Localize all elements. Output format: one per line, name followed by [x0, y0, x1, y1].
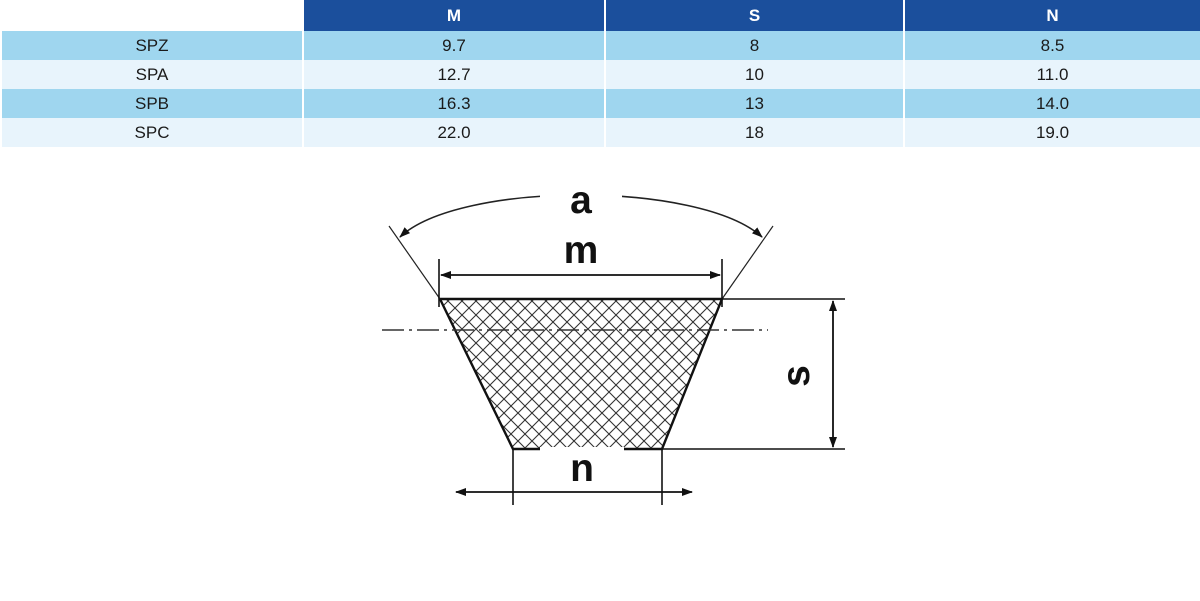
table-row: [1, 118, 1200, 147]
row-label: SPB: [1, 89, 303, 118]
cell-n: 19.0: [904, 118, 1200, 147]
row-label: SPC: [1, 118, 303, 147]
top-width-label-m: m: [563, 229, 599, 272]
top-width-dimension-m: [439, 229, 722, 307]
cell-m: 22.0: [303, 118, 605, 147]
cell-n: 11.0: [904, 60, 1200, 89]
v-belt-cross-section-figure: [0, 147, 1200, 577]
table-row: [1, 89, 1200, 118]
table-header: [1, 0, 1200, 31]
cell-s: 18: [605, 118, 904, 147]
table-header-row: [1, 0, 1200, 31]
table-header-m: M: [303, 0, 605, 31]
cell-n: 14.0: [904, 89, 1200, 118]
belt-cross-section-shape: [440, 299, 722, 449]
cell-m: 16.3: [303, 89, 605, 118]
belt-dimensions-table: [0, 0, 1200, 147]
cell-m: 12.7: [303, 60, 605, 89]
table-header-n: N: [904, 0, 1200, 31]
table-row: [1, 60, 1200, 89]
spec-table-container: [0, 0, 1200, 147]
table-body: [1, 31, 1200, 147]
table-header-s: S: [605, 0, 904, 31]
table-row: [1, 31, 1200, 60]
row-label: SPA: [1, 60, 303, 89]
cell-s: 8: [605, 31, 904, 60]
cell-s: 10: [605, 60, 904, 89]
cell-m: 9.7: [303, 31, 605, 60]
bottom-width-label-n: n: [570, 447, 594, 490]
height-label-s: s: [775, 365, 818, 387]
table-header-blank: [1, 0, 303, 31]
cell-s: 13: [605, 89, 904, 118]
angle-label-a: a: [570, 179, 592, 222]
row-label: SPZ: [1, 31, 303, 60]
bottom-width-dimension-n: [456, 447, 692, 505]
cell-n: 8.5: [904, 31, 1200, 60]
